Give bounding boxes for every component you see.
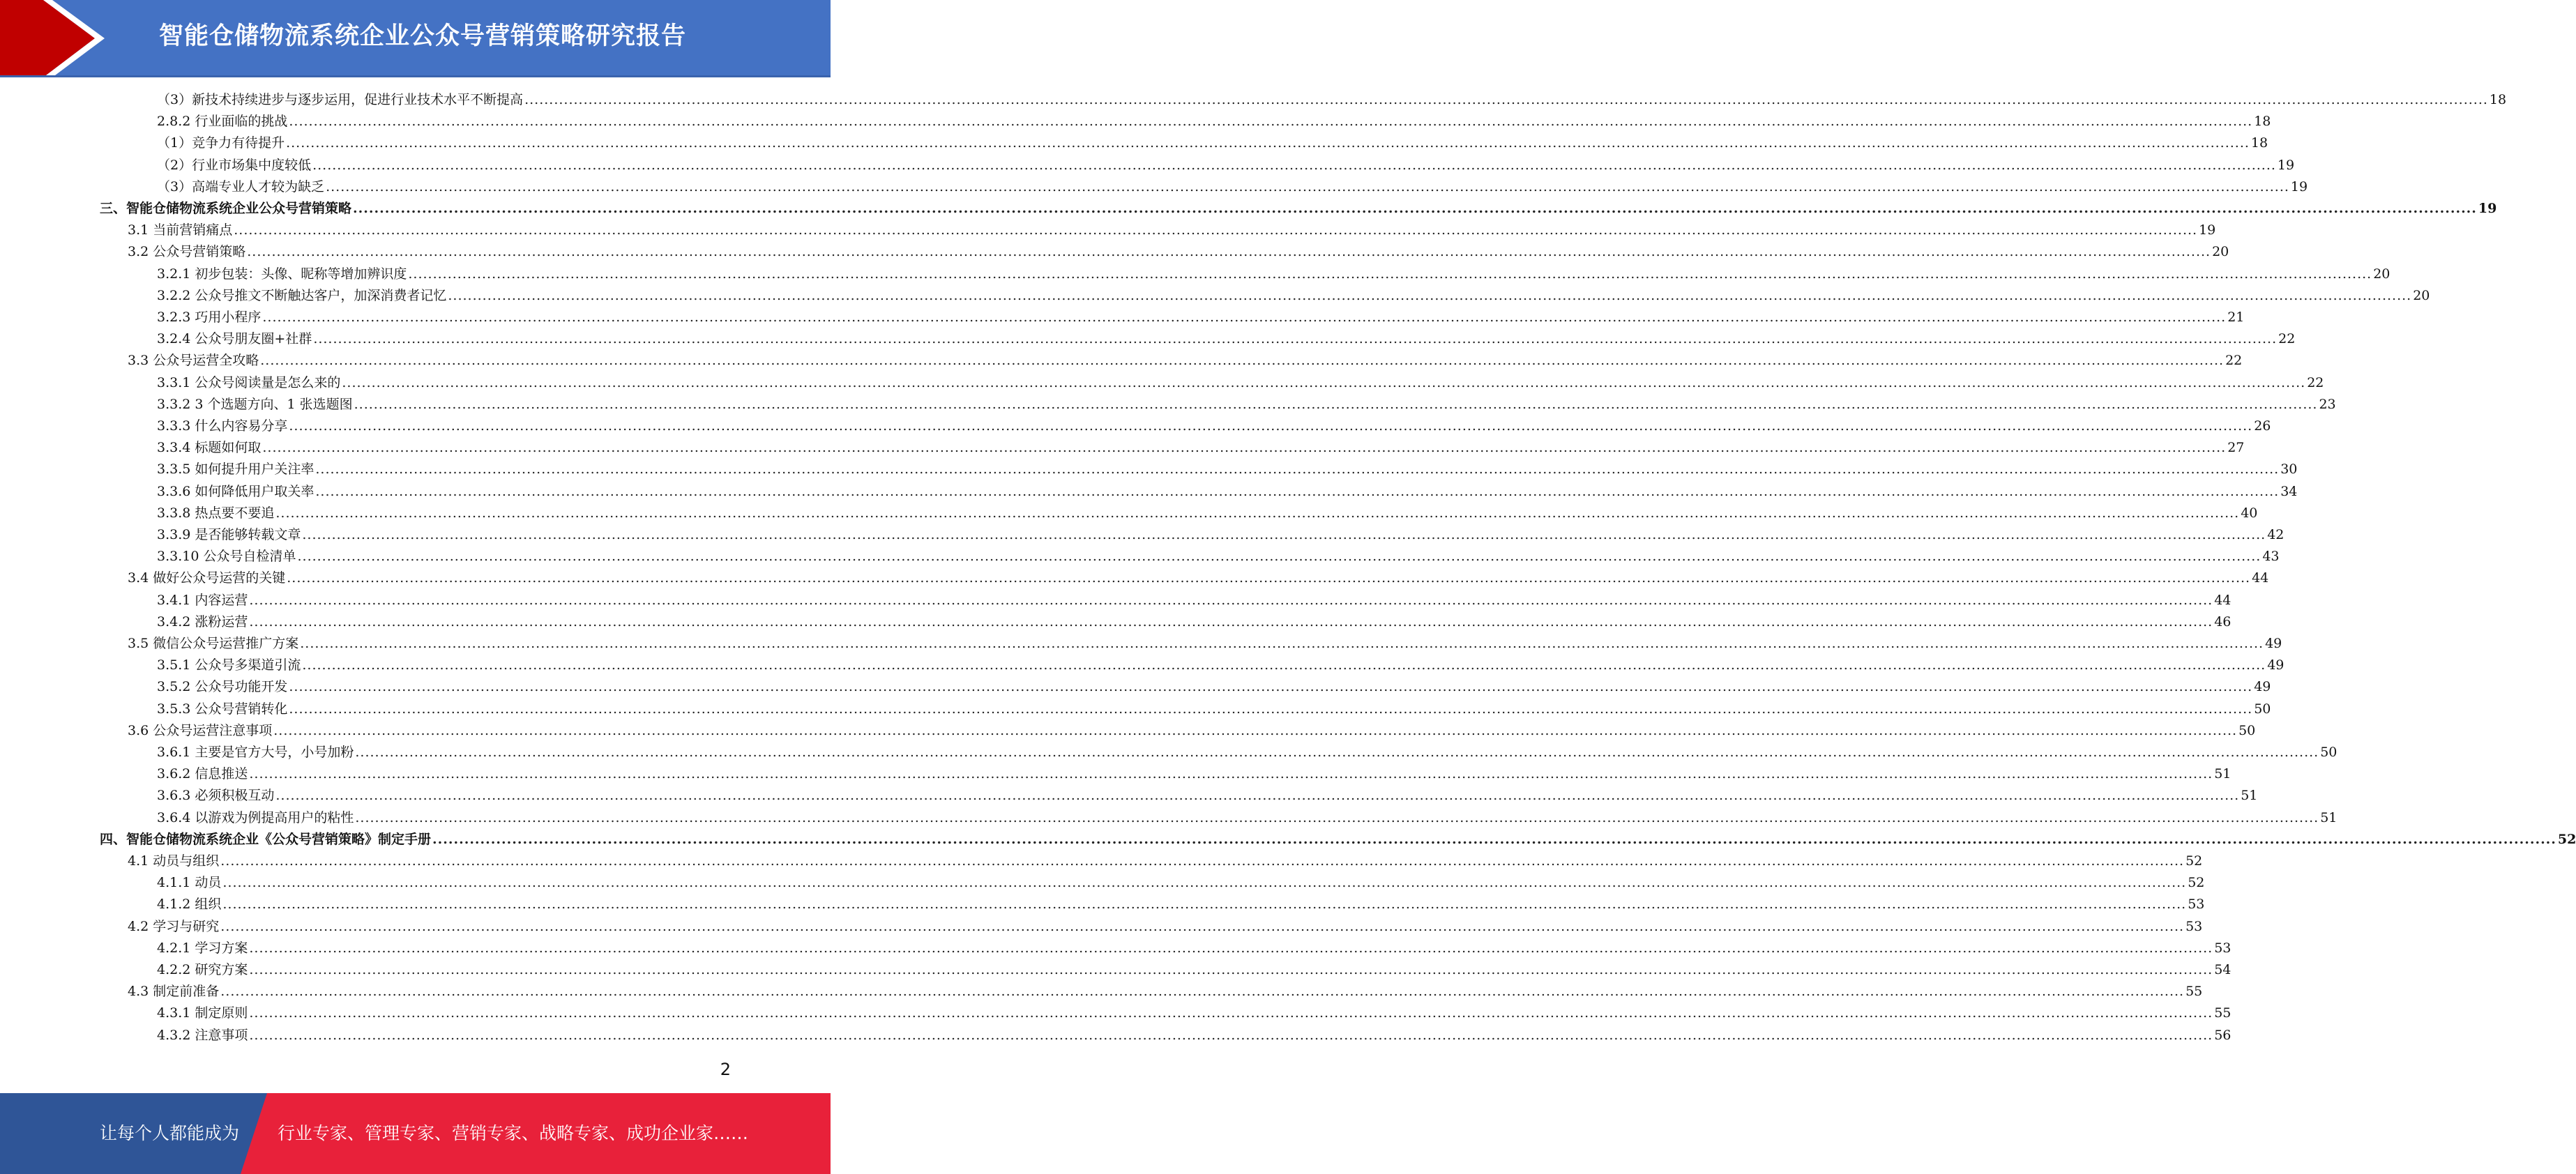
page-header xyxy=(0,0,831,77)
toc-entry-title: 3.3.10 公众号自检清单 xyxy=(157,549,296,564)
toc-dot-leader: ................................................................................................................................................................................................................................................................................................................................................................................................................ xyxy=(432,832,2556,847)
toc-dot-leader: ................................................................................................................................................................................................................................................................................................................................................................................................................ xyxy=(297,549,2261,564)
toc-entry-title: 3.4.2 涨粉运营 xyxy=(157,614,248,630)
toc-entry-title: 3.2 公众号营销策略 xyxy=(128,244,246,259)
toc-dot-leader: ................................................................................................................................................................................................................................................................................................................................................................................................................ xyxy=(289,701,2253,717)
toc-entry-title: 四、智能仓储物流系统企业《公众号营销策略》制定手册 xyxy=(100,832,432,847)
toc-dot-leader: ................................................................................................................................................................................................................................................................................................................................................................................................................ xyxy=(313,331,2278,346)
toc-entry-title: （3）高端专业人才较为缺乏 xyxy=(157,179,325,195)
toc-entry-title: 2.8.2 行业面临的挑战 xyxy=(157,114,288,129)
toc-entry-page: 19 xyxy=(2199,222,2216,238)
toc-entry[interactable] xyxy=(157,394,2336,416)
toc-entry-title: 4.3.2 注意事项 xyxy=(157,1028,248,1043)
toc-entry[interactable] xyxy=(157,938,2232,959)
toc-dot-leader: ................................................................................................................................................................................................................................................................................................................................................................................................................ xyxy=(326,179,2289,195)
toc-entry[interactable] xyxy=(157,611,2232,633)
toc-entry[interactable] xyxy=(100,829,2576,851)
toc-dot-leader: ................................................................................................................................................................................................................................................................................................................................................................................................................ xyxy=(289,418,2253,434)
toc-entry-page: 53 xyxy=(2214,940,2232,956)
toc-entry[interactable] xyxy=(157,1003,2232,1024)
toc-entry[interactable] xyxy=(128,916,2203,938)
toc-entry-page: 19 xyxy=(2290,179,2308,195)
toc-entry[interactable] xyxy=(157,285,2430,307)
toc-entry-page: 40 xyxy=(2241,505,2258,521)
toc-entry-page: 56 xyxy=(2214,1028,2232,1043)
toc-entry-title: （1）竞争力有待提升 xyxy=(157,135,285,151)
toc-dot-leader: ................................................................................................................................................................................................................................................................................................................................................................................................................ xyxy=(287,570,2251,586)
toc-dot-leader: ................................................................................................................................................................................................................................................................................................................................................................................................................ xyxy=(289,679,2253,694)
toc-dot-leader: ................................................................................................................................................................................................................................................................................................................................................................................................................ xyxy=(315,484,2280,499)
toc-entry-title: 3.3.4 标题如何取 xyxy=(157,440,262,455)
toc-entry-title: 3.2.4 公众号朋友圈+社群 xyxy=(157,331,312,346)
toc-dot-leader: ................................................................................................................................................................................................................................................................................................................................................................................................................ xyxy=(302,657,2266,673)
toc-entry[interactable] xyxy=(157,524,2285,546)
toc-entry-page: 23 xyxy=(2319,397,2336,412)
footer-slogan-right: 行业专家、管理专家、营销专家、战略专家、成功企业家…… xyxy=(278,1123,749,1143)
toc-dot-leader: ................................................................................................................................................................................................................................................................................................................................................................................................................ xyxy=(524,92,2488,107)
toc-entry-page: 20 xyxy=(2373,266,2391,282)
toc-entry-page: 49 xyxy=(2265,636,2282,651)
toc-entry[interactable] xyxy=(128,981,2203,1003)
toc-entry-title: 3.5.3 公众号营销转化 xyxy=(157,701,288,717)
toc-entry-page: 30 xyxy=(2280,462,2298,477)
toc-entry[interactable] xyxy=(157,872,2205,894)
toc-entry[interactable] xyxy=(128,350,2243,372)
toc-dot-leader: ................................................................................................................................................................................................................................................................................................................................................................................................................ xyxy=(249,962,2213,977)
toc-entry-title: 3.6.2 信息推送 xyxy=(157,766,248,782)
page-number: 2 xyxy=(720,1060,731,1079)
toc-entry-page: 52 xyxy=(2557,832,2576,847)
toc-dot-leader: ................................................................................................................................................................................................................................................................................................................................................................................................................ xyxy=(275,505,2240,521)
toc-entry[interactable] xyxy=(128,567,2269,589)
toc-entry-page: 50 xyxy=(2238,723,2256,738)
toc-entry-page: 19 xyxy=(2277,158,2295,173)
toc-entry[interactable] xyxy=(157,894,2205,915)
toc-entry[interactable] xyxy=(157,328,2296,350)
toc-entry-page: 55 xyxy=(2214,1005,2232,1021)
toc-entry-page: 27 xyxy=(2227,440,2245,455)
toc-dot-leader: ................................................................................................................................................................................................................................................................................................................................................................................................................ xyxy=(222,897,2187,912)
toc-entry-page: 44 xyxy=(2252,570,2269,586)
toc-entry-page: 53 xyxy=(2185,919,2203,934)
toc-entry-title: 三、智能仓储物流系统企业公众号营销策略 xyxy=(100,201,352,216)
toc-entry[interactable] xyxy=(128,220,2216,241)
toc-dot-leader: ................................................................................................................................................................................................................................................................................................................................................................................................................ xyxy=(408,266,2372,282)
toc-dot-leader: ................................................................................................................................................................................................................................................................................................................................................................................................................ xyxy=(262,310,2227,325)
toc-dot-leader: ................................................................................................................................................................................................................................................................................................................................................................................................................ xyxy=(286,135,2250,151)
toc-entry-page: 44 xyxy=(2214,593,2232,608)
toc-entry-page: 19 xyxy=(2478,201,2497,216)
toc-entry-page: 52 xyxy=(2188,875,2205,890)
toc-entry-title: 3.6.4 以游戏为例提高用户的粘性 xyxy=(157,810,354,825)
toc-entry-page: 42 xyxy=(2267,527,2285,542)
toc-entry-page: 26 xyxy=(2254,418,2271,434)
toc-entry-title: 4.2.1 学习方案 xyxy=(157,940,248,956)
toc-dot-leader: ................................................................................................................................................................................................................................................................................................................................................................................................................ xyxy=(249,766,2213,782)
toc-entry-title: 3.4 做好公众号运营的关键 xyxy=(128,570,286,586)
toc-entry-title: 4.2 学习与研究 xyxy=(128,919,220,934)
toc-entry[interactable] xyxy=(157,959,2232,981)
toc-entry[interactable] xyxy=(157,481,2298,503)
toc-entry[interactable] xyxy=(128,241,2229,263)
toc-entry-page: 22 xyxy=(2278,331,2296,346)
toc-dot-leader: ................................................................................................................................................................................................................................................................................................................................................................................................................ xyxy=(222,875,2187,890)
toc-entry-title: 3.1 当前营销痛点 xyxy=(128,222,233,238)
toc-entry-page: 50 xyxy=(2320,745,2338,760)
toc-entry-page: 51 xyxy=(2320,810,2338,825)
toc-entry-title: 3.6 公众号运营注意事项 xyxy=(128,723,273,738)
toc-entry-page: 22 xyxy=(2307,375,2324,390)
toc-dot-leader: ................................................................................................................................................................................................................................................................................................................................................................................................................ xyxy=(353,201,2477,216)
toc-entry[interactable] xyxy=(157,699,2271,720)
toc-entry-title: 4.3 制定前准备 xyxy=(128,984,220,999)
toc-entry[interactable] xyxy=(157,503,2258,524)
toc-dot-leader: ................................................................................................................................................................................................................................................................................................................................................................................................................ xyxy=(315,462,2280,477)
toc-entry-title: 3.3.5 如何提升用户关注率 xyxy=(157,462,315,477)
toc-entry[interactable] xyxy=(157,655,2285,676)
toc-entry-page: 51 xyxy=(2241,788,2258,803)
toc-entry-page: 46 xyxy=(2214,614,2232,630)
toc-entry-page: 49 xyxy=(2254,679,2271,694)
toc-entry[interactable] xyxy=(157,307,2245,328)
toc-entry-title: 3.3.6 如何降低用户取关率 xyxy=(157,484,315,499)
toc-entry-page: 53 xyxy=(2188,897,2205,912)
toc-entry-page: 20 xyxy=(2212,244,2229,259)
toc-entry-title: 3.2.1 初步包装：头像、昵称等增加辨识度 xyxy=(157,266,407,282)
toc-entry-title: 3.5.2 公众号功能开发 xyxy=(157,679,288,694)
toc-entry[interactable] xyxy=(157,111,2271,132)
toc-dot-leader: ................................................................................................................................................................................................................................................................................................................................................................................................................ xyxy=(249,593,2213,608)
footer-slogan-left: 让每个人都能成为 xyxy=(100,1123,240,1143)
toc-entry-title: 4.3.1 制定原则 xyxy=(157,1005,248,1021)
toc-entry[interactable] xyxy=(128,851,2203,872)
toc-dot-leader: ................................................................................................................................................................................................................................................................................................................................................................................................................ xyxy=(355,745,2319,760)
toc-entry[interactable] xyxy=(157,807,2338,829)
toc-entry[interactable] xyxy=(157,264,2391,285)
toc-entry-title: 3.2.3 巧用小程序 xyxy=(157,310,262,325)
toc-entry-page: 20 xyxy=(2413,288,2430,303)
toc-dot-leader: ................................................................................................................................................................................................................................................................................................................................................................................................................ xyxy=(302,527,2266,542)
toc-entry[interactable] xyxy=(128,633,2282,655)
toc-dot-leader: ................................................................................................................................................................................................................................................................................................................................................................................................................ xyxy=(249,614,2213,630)
toc-entry-page: 51 xyxy=(2214,766,2232,782)
toc-entry[interactable] xyxy=(157,416,2271,437)
toc-entry-page: 43 xyxy=(2262,549,2280,564)
toc-dot-leader: ................................................................................................................................................................................................................................................................................................................................................................................................................ xyxy=(249,1028,2213,1043)
toc-entry-title: 3.3.8 热点要不要追 xyxy=(157,505,275,521)
toc-entry-title: 3.3.9 是否能够转载文章 xyxy=(157,527,301,542)
toc-dot-leader: ................................................................................................................................................................................................................................................................................................................................................................................................................ xyxy=(262,440,2227,455)
toc-entry[interactable] xyxy=(157,676,2271,698)
toc-entry-page: 54 xyxy=(2214,962,2232,977)
toc-entry[interactable] xyxy=(157,89,2507,111)
toc-entry[interactable] xyxy=(157,742,2338,763)
toc-dot-leader: ................................................................................................................................................................................................................................................................................................................................................................................................................ xyxy=(273,723,2238,738)
toc-entry-title: （3）新技术持续进步与逐步运用，促进行业技术水平不断提高 xyxy=(157,92,524,107)
toc-entry-title: 4.2.2 研究方案 xyxy=(157,962,248,977)
toc-entry[interactable] xyxy=(157,437,2245,459)
toc-entry[interactable] xyxy=(128,720,2256,742)
toc-entry-page: 34 xyxy=(2280,484,2298,499)
toc-entry-title: 3.5 微信公众号运营推广方案 xyxy=(128,636,299,651)
toc-dot-leader: ................................................................................................................................................................................................................................................................................................................................................................................................................ xyxy=(448,288,2412,303)
toc-entry[interactable] xyxy=(100,198,2497,220)
toc-entry-title: 4.1.2 组织 xyxy=(157,897,222,912)
toc-entry-page: 49 xyxy=(2267,657,2285,673)
toc-entry-title: 3.3.3 什么内容易分享 xyxy=(157,418,288,434)
toc-dot-leader: ................................................................................................................................................................................................................................................................................................................................................................................................................ xyxy=(354,397,2318,412)
toc-dot-leader: ................................................................................................................................................................................................................................................................................................................................................................................................................ xyxy=(249,1005,2213,1021)
toc-entry-page: 55 xyxy=(2185,984,2203,999)
toc-dot-leader: ................................................................................................................................................................................................................................................................................................................................................................................................................ xyxy=(342,375,2306,390)
toc-entry-title: 3.5.1 公众号多渠道引流 xyxy=(157,657,301,673)
toc-dot-leader: ................................................................................................................................................................................................................................................................................................................................................................................................................ xyxy=(220,984,2185,999)
toc-entry-title: 3.6.3 必须积极互动 xyxy=(157,788,275,803)
toc-dot-leader: ................................................................................................................................................................................................................................................................................................................................................................................................................ xyxy=(249,940,2213,956)
report-title: 智能仓储物流系统企业公众号营销策略研究报告 xyxy=(159,22,687,50)
toc-entry-page: 21 xyxy=(2227,310,2245,325)
toc-dot-leader: ................................................................................................................................................................................................................................................................................................................................................................................................................ xyxy=(220,853,2185,869)
toc-entry-page: 18 xyxy=(2489,92,2507,107)
toc-entry-title: 3.4.1 内容运营 xyxy=(157,593,248,608)
toc-dot-leader: ................................................................................................................................................................................................................................................................................................................................................................................................................ xyxy=(355,810,2319,825)
toc-dot-leader: ................................................................................................................................................................................................................................................................................................................................................................................................................ xyxy=(275,788,2240,803)
toc-entry[interactable] xyxy=(157,132,2268,154)
toc-dot-leader: ................................................................................................................................................................................................................................................................................................................................................................................................................ xyxy=(260,353,2225,368)
toc-entry-title: 4.1 动员与组织 xyxy=(128,853,220,869)
toc-entry[interactable] xyxy=(157,785,2258,807)
toc-entry-title: 3.6.1 主要是官方大号，小号加粉 xyxy=(157,745,354,760)
toc-entry-title: 3.3.1 公众号阅读量是怎么来的 xyxy=(157,375,341,390)
toc-entry[interactable] xyxy=(157,546,2280,567)
toc-entry-title: 3.3.2 3 个选题方向、1 张选题图 xyxy=(157,397,353,412)
toc-entry-page: 22 xyxy=(2225,353,2243,368)
toc-entry-title: （2）行业市场集中度较低 xyxy=(157,158,312,173)
toc-entry-title: 3.2.2 公众号推文不断触达客户，加深消费者记忆 xyxy=(157,288,447,303)
toc-entry-page: 50 xyxy=(2254,701,2271,717)
toc-entry-page: 52 xyxy=(2185,853,2203,869)
toc-entry-title: 3.3 公众号运营全攻略 xyxy=(128,353,259,368)
toc-entry[interactable] xyxy=(157,155,2295,176)
toc-entry[interactable] xyxy=(157,459,2298,480)
toc-entry[interactable] xyxy=(157,176,2308,198)
toc-entry[interactable] xyxy=(157,590,2232,611)
toc-dot-leader: ................................................................................................................................................................................................................................................................................................................................................................................................................ xyxy=(234,222,2198,238)
toc-entry[interactable] xyxy=(157,763,2232,785)
page-footer xyxy=(0,1093,831,1174)
toc-dot-leader: ................................................................................................................................................................................................................................................................................................................................................................................................................ xyxy=(247,244,2211,259)
toc-dot-leader: ................................................................................................................................................................................................................................................................................................................................................................................................................ xyxy=(289,114,2253,129)
toc-entry-page: 18 xyxy=(2250,135,2268,151)
toc-entry-title: 4.1.1 动员 xyxy=(157,875,222,890)
toc-dot-leader: ................................................................................................................................................................................................................................................................................................................................................................................................................ xyxy=(312,158,2276,173)
toc-entry-page: 18 xyxy=(2254,114,2271,129)
toc-entry[interactable] xyxy=(157,1025,2232,1046)
toc-dot-leader: ................................................................................................................................................................................................................................................................................................................................................................................................................ xyxy=(300,636,2264,651)
toc-dot-leader: ................................................................................................................................................................................................................................................................................................................................................................................................................ xyxy=(220,919,2185,934)
toc-entry[interactable] xyxy=(157,372,2324,394)
